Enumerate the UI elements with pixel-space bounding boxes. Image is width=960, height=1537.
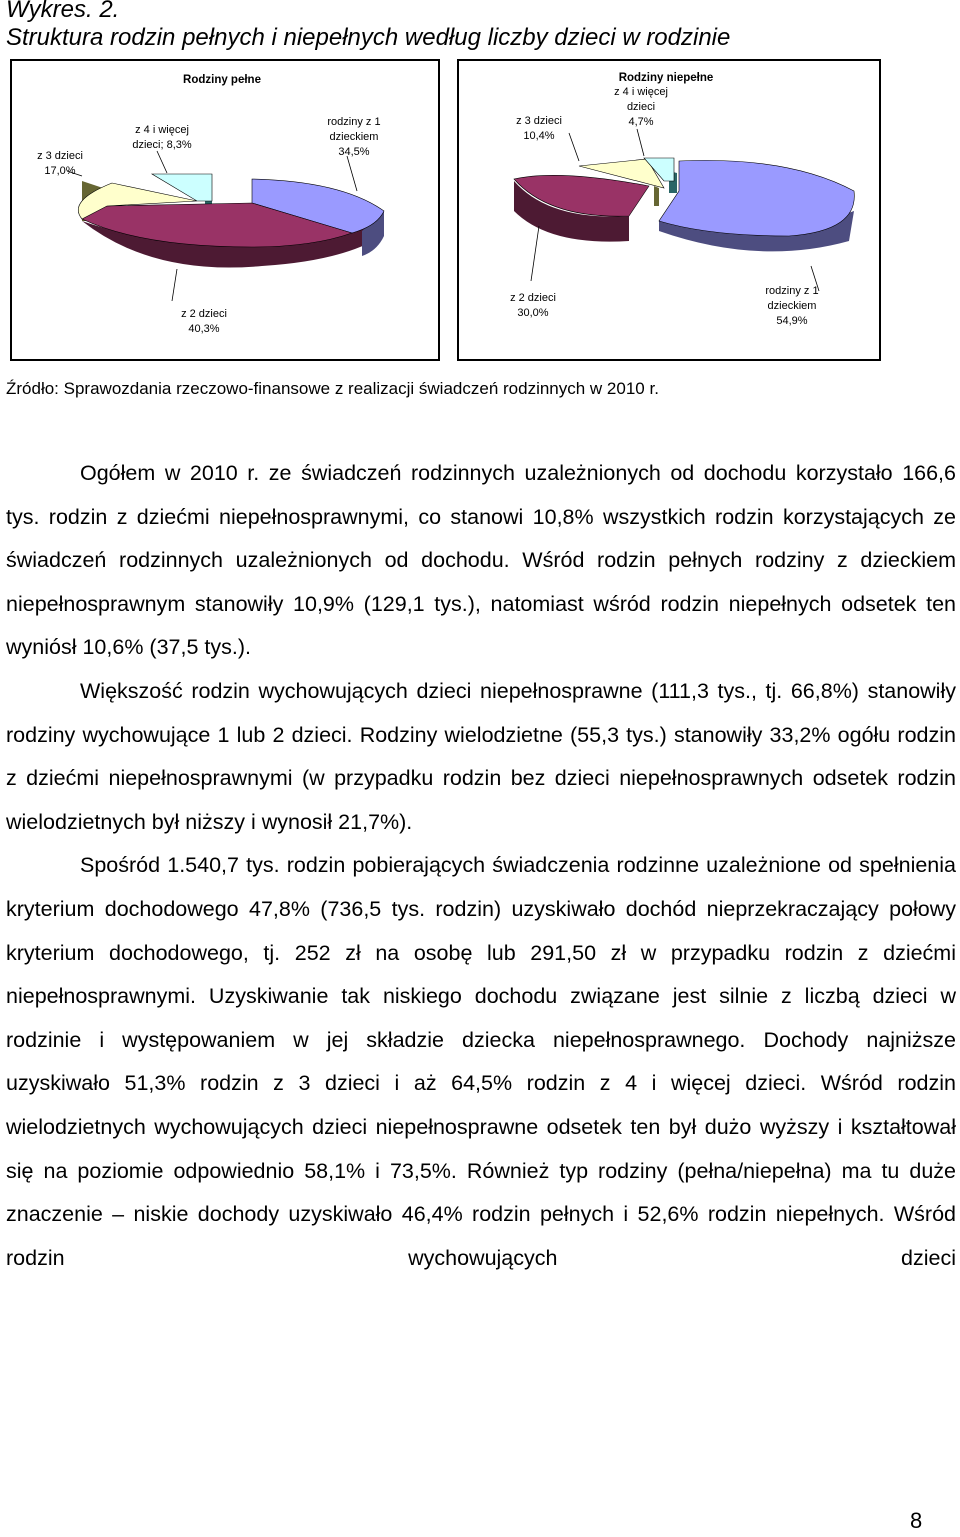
page-number: 8 — [910, 1508, 923, 1533]
label-four-line1: z 4 i więcej — [135, 124, 189, 136]
pie-chart-single-parent-families — [457, 59, 881, 361]
chart-title: Rodziny pełne — [183, 74, 261, 86]
label-two-line1: z 2 dzieci — [510, 292, 556, 304]
body-text — [6, 452, 956, 1280]
leader-line-four — [637, 129, 644, 156]
label-four-line2: dzieci — [626, 101, 656, 113]
label-one-line3: 54,9% — [776, 315, 808, 327]
label-four-line1: z 4 i więcej — [614, 86, 668, 98]
pie-chart-single-parent-families-svg — [459, 61, 879, 359]
leader-line-four — [157, 151, 167, 173]
label-one-line1: rodziny z 1 — [327, 116, 381, 128]
leader-line-three — [569, 133, 579, 161]
label-three-line1: z 3 dzieci — [516, 115, 562, 127]
leader-line-two — [531, 226, 539, 281]
slice-one-child — [659, 160, 854, 236]
label-three-line2: 10,4% — [523, 130, 555, 142]
label-two-line1: z 2 dzieci — [181, 308, 227, 320]
label-four-line3: 4,7% — [628, 116, 654, 128]
figure-title: Struktura rodzin pełnych i niepełnych według liczby dzieci w rodzinie — [6, 24, 731, 51]
label-four-line2: dzieci; 8,3% — [132, 139, 192, 151]
leader-line-two — [172, 269, 177, 301]
leader-line-one — [347, 156, 357, 191]
label-three-line2: 17,0% — [44, 165, 76, 177]
label-one-line2: dzieckiem — [767, 300, 817, 312]
label-three-line1: z 3 dzieci — [37, 150, 83, 162]
paragraph-2: Większość rodzin wychowujących dzieci niepełnosprawne (111,3 tys., tj. 66,8%) stanowiły rodziny wychowujące 1 lub 2 dzieci. Rodziny wielodzietne (55,3 tys.) stanowiły 33,2% ogółu rodzin z dziećmi niepełnosprawnymi (w przypadku rodzin bez dzieci niepełnosprawnych odsetek rodzin wielodzietnych był niższy i wynosił 21,7%). — [6, 678, 956, 834]
label-one-line3: 34,5% — [338, 146, 370, 158]
label-two-line2: 30,0% — [517, 307, 549, 319]
slice-side-three-children — [654, 186, 659, 206]
pie-chart-full-families-svg — [12, 61, 438, 359]
source-note: Źródło: Sprawozdania rzeczowo-finansowe z realizacji świadczeń rodzinnych w 2010 r. — [6, 379, 659, 398]
figure-number: Wykres. 2. — [6, 0, 120, 23]
label-two-line2: 40,3% — [188, 323, 220, 335]
pie-chart-full-families — [10, 59, 440, 361]
paragraph-3: Spośród 1.540,7 tys. rodzin pobierających świadczenia rodzinne uzależnione od spełnienia kryterium dochodowego 47,8% (736,5 tys. rodzin) uzyskiwało dochód nieprzekraczający połowy kryterium dochodowego, tj. 252 zł na osobę lub 291,50 zł w przypadku rodzin z dziećmi niepełnosprawnymi. Uzyskiwanie tak niskiego dochodu związane jest silnie z liczbą dzieci w rodzinie i występowaniem w jej składzie dziecka niepełnosprawnego. Dochody najniższe uzyskiwało 51,3% rodzin z 3 dzieci i aż 64,5% rodzin z 4 i więcej dzieci. Wśród rodzin wielodzietnych wychowujących dzieci niepełnosprawne odsetek ten był dużo wyższy i kształtował się na poziomie odpowiednio 58,1% i 73,5%. Również typ rodziny (pełna/niepełna) ma tu duże znaczenie – niskie dochody uzyskiwało 46,4% rodzin pełnych i 52,6% rodzin niepełnych. Wśród rodzin wychowujących dzieci — [6, 853, 956, 1270]
label-one-line1: rodziny z 1 — [765, 285, 819, 297]
paragraph-1: Ogółem w 2010 r. ze świadczeń rodzinnych uzależnionych od dochodu korzystało 166,6 tys. rodzin z dziećmi niepełnosprawnymi, co stanowi 10,8% wszystkich rodzin korzystających ze świadczeń rodzinnych uzależnionych od dochodu. Wśród rodzin pełnych rodziny z dzieckiem niepełnosprawnym stanowiły 10,9% (129,1 tys.), natomiast wśród rodzin niepełnych odsetek ten wyniósł 10,6% (37,5 tys.). — [6, 461, 956, 660]
chart-title: Rodziny niepełne — [618, 72, 714, 84]
label-one-line2: dzieckiem — [329, 131, 379, 143]
